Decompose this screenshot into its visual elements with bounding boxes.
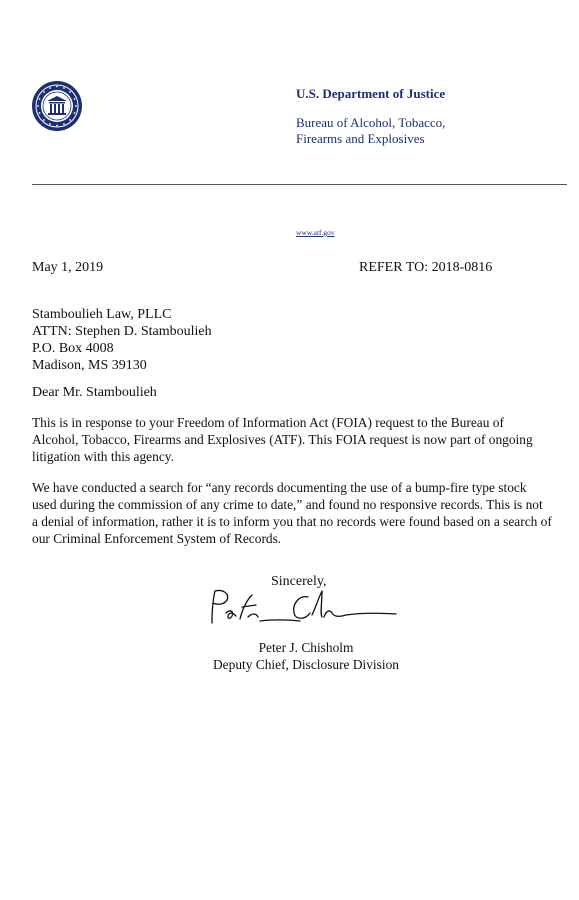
signer-block: [206, 639, 406, 673]
paragraph-line: litigation with this agency.: [32, 449, 174, 464]
department-name: U.S. Department of Justice: [296, 86, 446, 101]
paragraph-line: our Criminal Enforcement System of Records.: [32, 531, 282, 546]
paragraph-line: This is in response to your Freedom of Information Act (FOIA) request to the Bureau of: [32, 415, 504, 430]
agency-header: [296, 86, 566, 147]
signer-title: Deputy Chief, Disclosure Division: [213, 657, 399, 672]
recipient-address: [32, 306, 212, 374]
website-link[interactable]: www.atf.gov: [296, 228, 335, 237]
address-line: Stamboulieh Law, PLLC: [32, 307, 172, 322]
signature-icon: [200, 583, 400, 635]
address-line: P.O. Box 4008: [32, 341, 114, 356]
paragraph-line: We have conducted a search for “any records documenting the use of a bump-fire type stock: [32, 480, 527, 495]
salutation: Dear Mr. Stamboulieh: [32, 385, 157, 400]
closing: Sincerely,: [271, 574, 327, 589]
paragraph-line: used during the commission of any crime to date,” and found no responsive records. This is not: [32, 497, 543, 512]
address-line: ATTN: Stephen D. Stamboulieh: [32, 324, 212, 339]
bureau-name-line1: Bureau of Alcohol, Tobacco,: [296, 115, 446, 130]
seal-icon: [31, 80, 83, 132]
signer-name: Peter J. Chisholm: [258, 640, 354, 655]
paragraph-line: a denial of information, rather it is to inform you that no records were found based on a search of: [32, 514, 552, 529]
letter-date: May 1, 2019: [32, 260, 104, 275]
body-paragraph-1: [32, 414, 572, 465]
address-line: Madison, MS 39130: [32, 358, 147, 373]
body-paragraph-2: [32, 479, 572, 547]
header-divider: [32, 184, 567, 185]
paragraph-line: Alcohol, Tobacco, Firearms and Explosives (ATF). This FOIA request is now part of ongoing: [32, 432, 533, 447]
reference-number: REFER TO: 2018-0816: [359, 260, 493, 275]
bureau-name-line2: Firearms and Explosives: [296, 131, 425, 146]
